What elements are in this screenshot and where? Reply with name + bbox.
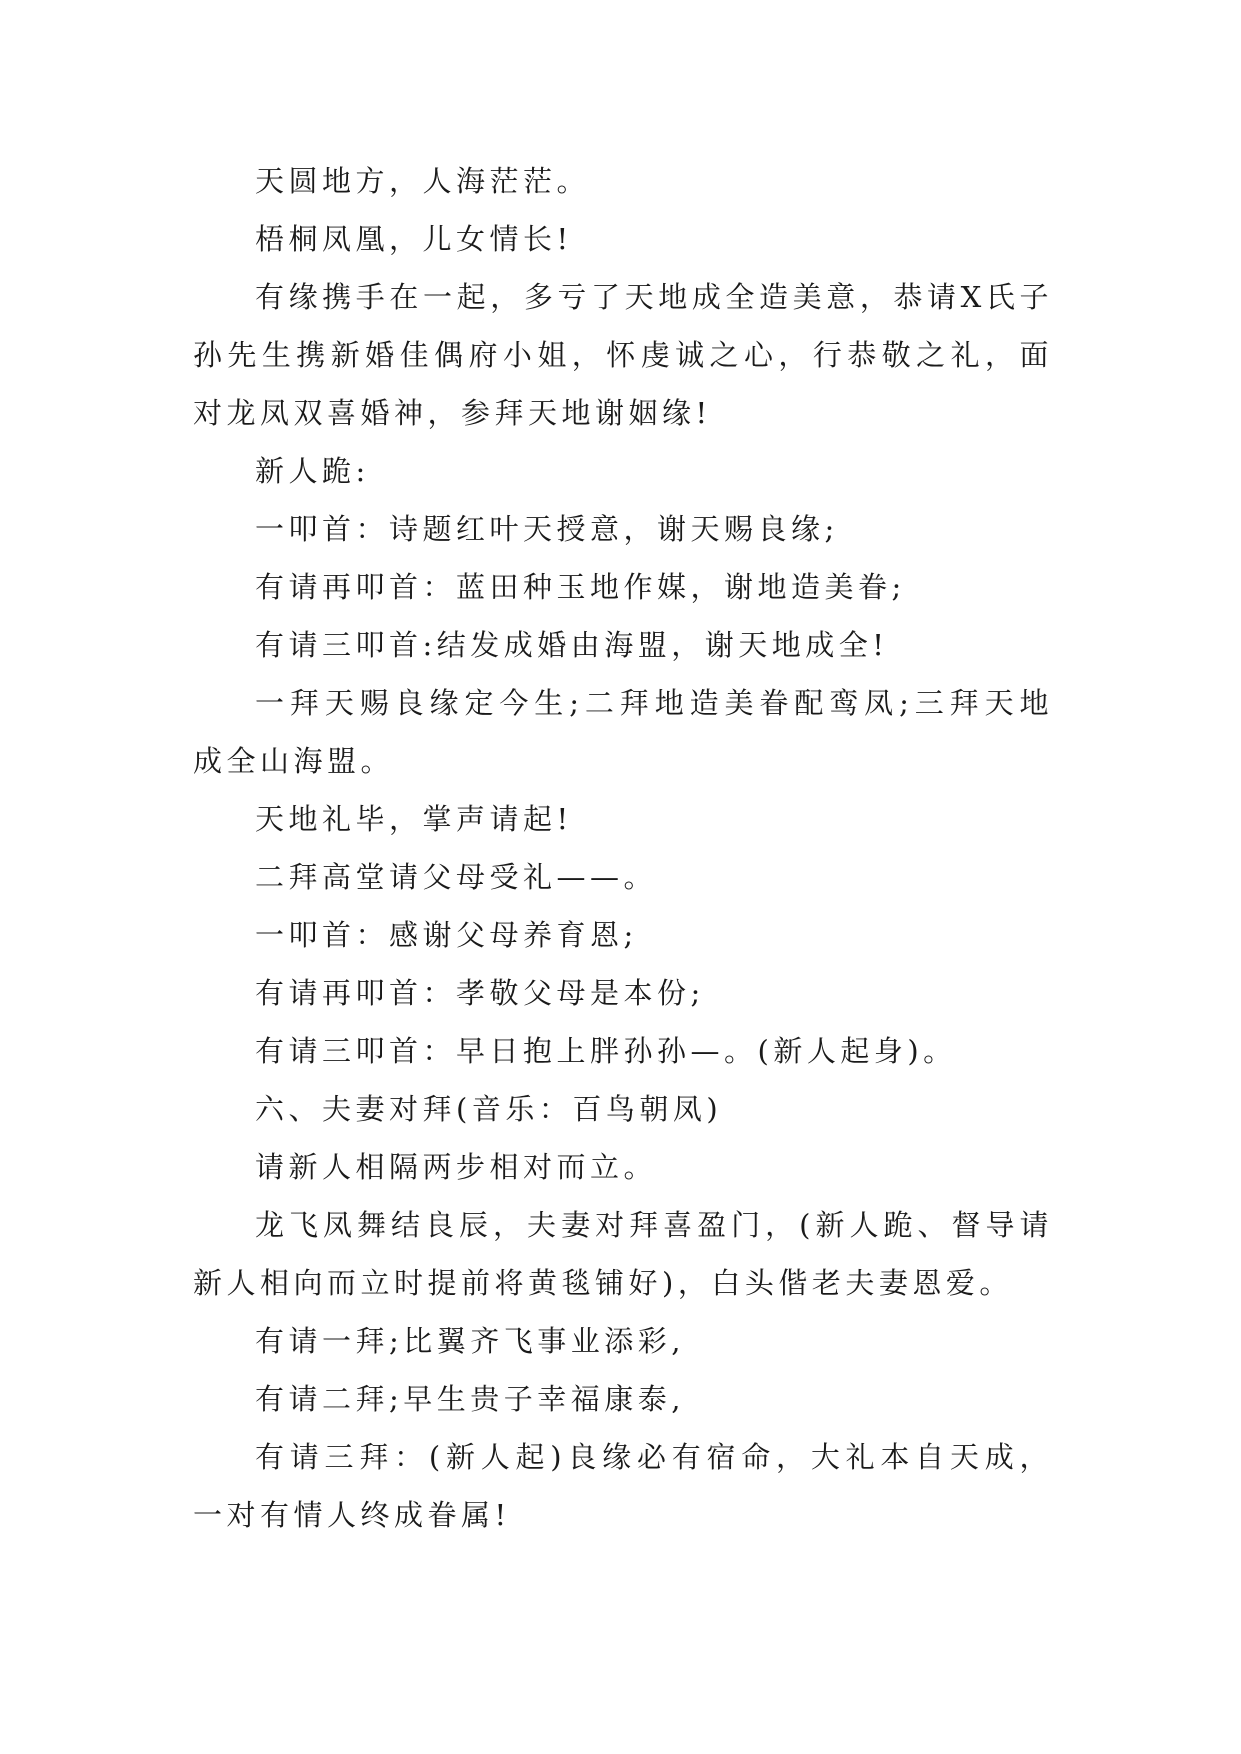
paragraph: 龙飞凤舞结良辰，夫妻对拜喜盈门，(新人跪、督导请新人相向而立时提前将黄毯铺好)，白头偕老夫妻恩爱。 bbox=[193, 1208, 1053, 1300]
paragraph: 一叩首：感谢父母养育恩; bbox=[255, 918, 638, 952]
paragraph: 请新人相隔两步相对而立。 bbox=[255, 1150, 658, 1184]
paragraph: 一叩首：诗题红叶天授意，谢天赐良缘; bbox=[255, 512, 839, 546]
paragraph: 梧桐凤凰，儿女情长! bbox=[255, 222, 573, 256]
paragraph: 有请一拜;比翼齐飞事业添彩, bbox=[255, 1324, 685, 1358]
paragraph: 有请二拜;早生贵子幸福康泰, bbox=[255, 1382, 685, 1416]
paragraph: 天地礼毕，掌声请起! bbox=[255, 802, 573, 836]
paragraph: 新人跪: bbox=[255, 454, 370, 488]
paragraph: 六、夫妻对拜(音乐：百鸟朝凤) bbox=[255, 1092, 723, 1126]
paragraph: 二拜高堂请父母受礼——。 bbox=[255, 860, 658, 894]
document-body bbox=[193, 152, 1053, 1544]
paragraph: 有请再叩首：蓝田种玉地作媒，谢地造美眷; bbox=[255, 570, 906, 604]
paragraph: 有请三叩首:结发成婚由海盟，谢天地成全! bbox=[255, 628, 889, 662]
paragraph: 有请再叩首：孝敬父母是本份; bbox=[255, 976, 705, 1010]
paragraph: 一拜天赐良缘定今生;二拜地造美眷配鸾凤;三拜天地成全山海盟。 bbox=[193, 686, 1053, 778]
paragraph: 有请三拜：(新人起)良缘必有宿命，大礼本自天成，一对有情人终成眷属! bbox=[193, 1440, 1053, 1532]
paragraph: 有缘携手在一起，多亏了天地成全造美意，恭请X氏子孙先生携新婚佳偶府小姐，怀虔诚之心，行恭敬之礼，面对龙凤双喜婚神，参拜天地谢姻缘! bbox=[193, 280, 1053, 430]
paragraph: 天圆地方，人海茫茫。 bbox=[255, 164, 591, 198]
paragraph: 有请三叩首：早日抱上胖孙孙—。(新人起身)。 bbox=[255, 1034, 957, 1068]
